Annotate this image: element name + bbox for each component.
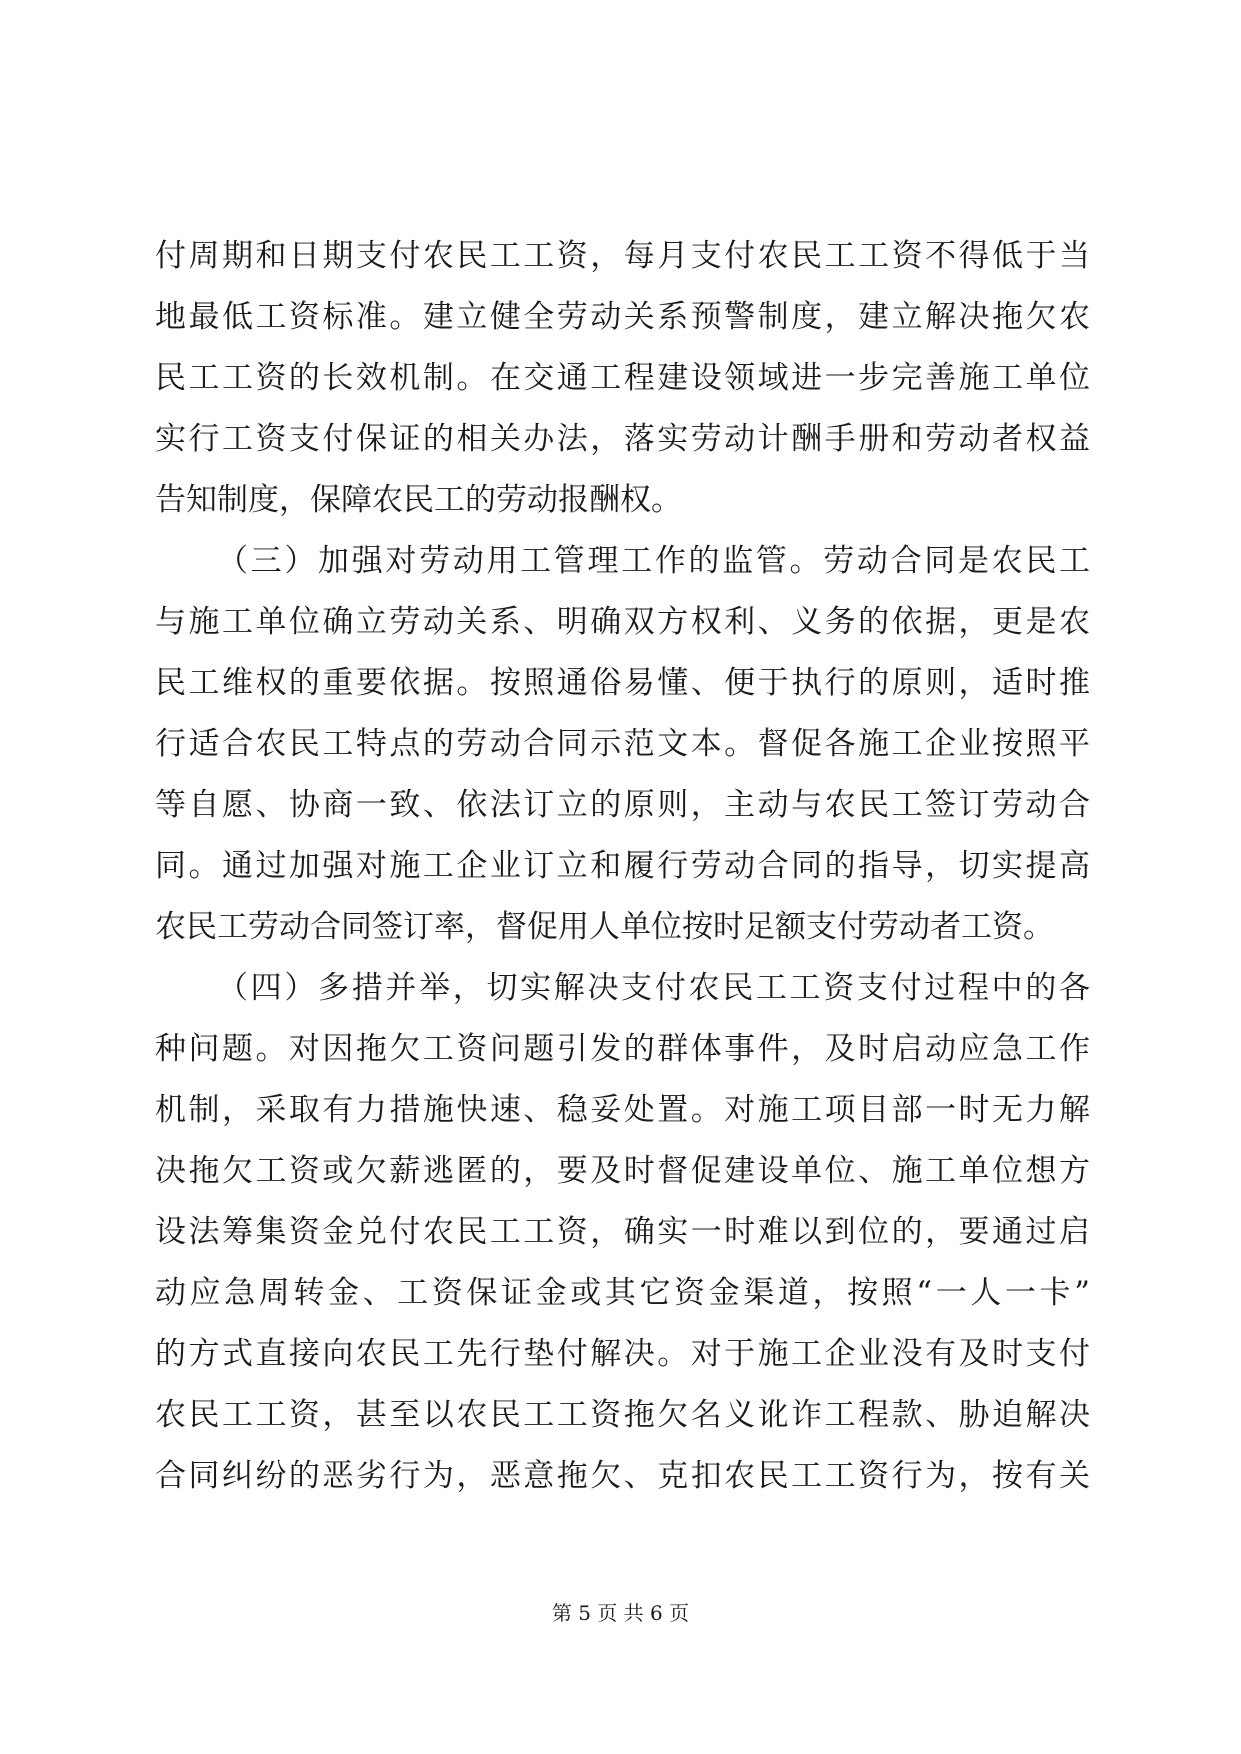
- body-text: [155, 226, 1090, 1507]
- text-line: 实行工资支付保证的相关办法，落实劳动计酬手册和劳动者权益: [155, 421, 1090, 457]
- text-line: 机制，采取有力措施快速、稳妥处置。对施工项目部一时无力解: [155, 1092, 1090, 1128]
- text-line: 民工维权的重要依据。按照通俗易懂、便于执行的原则，适时推: [155, 665, 1090, 701]
- text-line: 民工工资的长效机制。在交通工程建设领域进一步完善施工单位: [155, 360, 1090, 396]
- text-line: 决拖欠工资或欠薪逃匿的，要及时督促建设单位、施工单位想方: [155, 1153, 1090, 1189]
- text-line: 动应急周转金、工资保证金或其它资金渠道，按照“一人一卡”: [155, 1275, 1090, 1311]
- paragraph-heading-line: （四）多措并举，切实解决支付农民工工资支付过程中的各: [217, 970, 1090, 1006]
- text-line: 的方式直接向农民工先行垫付解决。对于施工企业没有及时支付: [155, 1336, 1090, 1372]
- text-line: 付周期和日期支付农民工工资，每月支付农民工工资不得低于当: [155, 238, 1090, 274]
- text-line: 合同纠纷的恶劣行为，恶意拖欠、克扣农民工工资行为，按有关: [155, 1458, 1090, 1494]
- text-line: 农民工工资，甚至以农民工工资拖欠名义讹诈工程款、胁迫解决: [155, 1397, 1090, 1433]
- text-line: 地最低工资标准。建立健全劳动关系预警制度，建立解决拖欠农: [155, 299, 1090, 335]
- text-line: 行适合农民工特点的劳动合同示范文本。督促各施工企业按照平: [155, 726, 1090, 762]
- text-line: 设法筹集资金兑付农民工工资，确实一时难以到位的，要通过启: [155, 1214, 1090, 1250]
- text-line: 等自愿、协商一致、依法订立的原则，主动与农民工签订劳动合: [155, 787, 1090, 823]
- text-line: 与施工单位确立劳动关系、明确双方权利、义务的依据，更是农: [155, 604, 1090, 640]
- page-number-footer: 第 5 页 共 6 页: [551, 1601, 690, 1625]
- text-line: 同。通过加强对施工企业订立和履行劳动合同的指导，切实提高: [155, 848, 1090, 884]
- paragraph-heading-line: （三）加强对劳动用工管理工作的监管。劳动合同是农民工: [217, 543, 1090, 579]
- text-line: 农民工劳动合同签订率，督促用人单位按时足额支付劳动者工资。: [155, 909, 1054, 945]
- text-line: 告知制度，保障农民工的劳动报酬权。: [155, 482, 682, 518]
- text-line: 种问题。对因拖欠工资问题引发的群体事件，及时启动应急工作: [155, 1031, 1090, 1067]
